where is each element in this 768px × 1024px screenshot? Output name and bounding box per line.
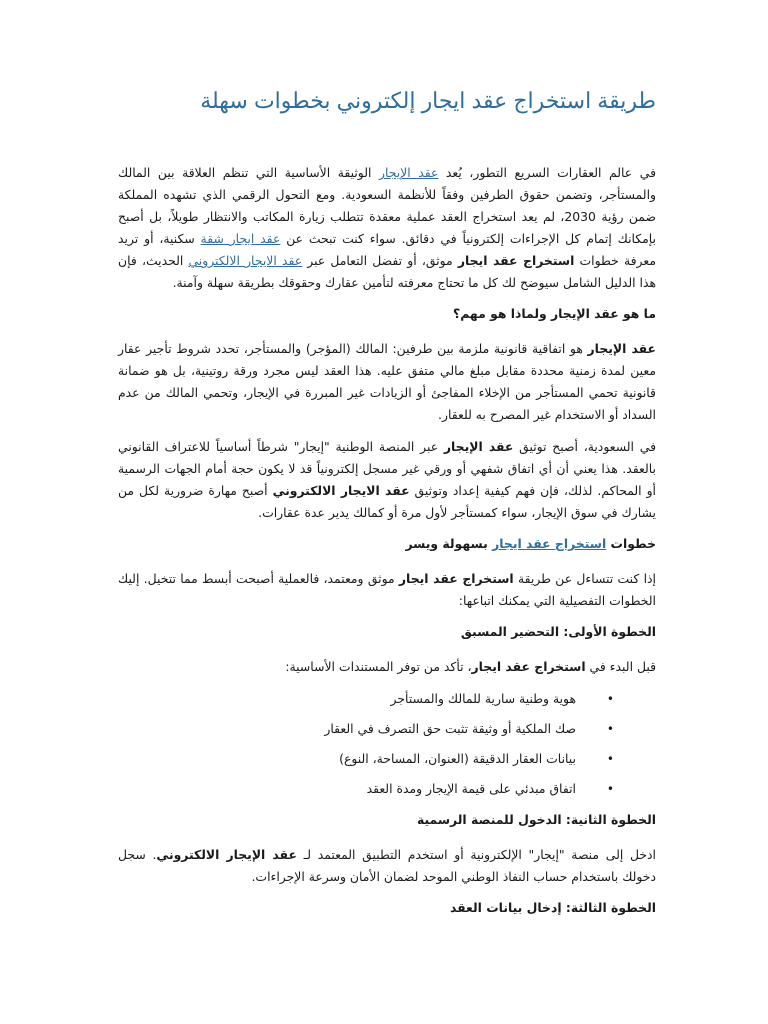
intro-paragraph bbox=[118, 162, 656, 294]
section2-p-text-1: إذا كنت تتساءل عن طريقة bbox=[513, 571, 656, 586]
list-item bbox=[118, 778, 614, 800]
step1-heading: الخطوة الأولى: التحضير المسبق bbox=[460, 624, 656, 639]
step2-heading: الخطوة الثانية: الدخول للمنصة الرسمية bbox=[416, 812, 656, 827]
section1-p2-bold-2: عقد الايجار الالكتروني bbox=[272, 483, 410, 498]
list-item-text: هوية وطنية سارية للمالك والمستأجر bbox=[390, 691, 576, 706]
list-item bbox=[118, 688, 614, 710]
list-item-text: بيانات العقار الدقيقة (العنوان، المساحة، النوع) bbox=[339, 751, 576, 766]
section2-paragraph bbox=[118, 568, 656, 612]
section1-p2-text-3: أصبح مهارة ضرورية لكل من يشارك في سوق الإيجار، سواء كمستأجر لأول مرة أو كمالك يدير عدة عقارات. bbox=[118, 483, 656, 520]
step1-paragraph bbox=[118, 656, 656, 678]
section1-p1-text: هو اتفاقية قانونية ملزمة بين طرفين: المالك (المؤجر) والمستأجر، تحدد شروط تأجير عقار معين لمدة زمنية محددة مقابل مبلغ مالي متفق عليه. هذا العقد ليس مجرد ورقة روتينية، بل هو ضمانة قانونية تحمي المستأجر من الإخلاء المفاجئ أو الزيادات غير المبررة في الإيجار، وتحمي المالك من عدم السداد أو الاستخدام غير المصرح به للعقار. bbox=[118, 341, 656, 422]
link-apartment-contract[interactable]: عقد ايجار شقة bbox=[200, 231, 281, 246]
bullet-icon: • bbox=[606, 722, 614, 736]
intro-text-1: في عالم العقارات السريع التطور، يُعد bbox=[438, 165, 656, 180]
required-documents-list bbox=[118, 688, 656, 800]
list-item bbox=[118, 748, 614, 770]
list-item-text: اتفاق مبدئي على قيمة الإيجار ومدة العقد bbox=[366, 781, 576, 796]
step3-heading: الخطوة الثالثة: إدخال بيانات العقد bbox=[449, 900, 656, 915]
bullet-icon: • bbox=[606, 692, 614, 706]
intro-text-3: سكنية، أو تريد معرفة خطوات bbox=[118, 231, 656, 268]
section1-p2-bold-1: عقد الإيجار bbox=[443, 439, 514, 454]
list-item-text: صك الملكية أو وثيقة تثبت حق التصرف في العقار bbox=[324, 721, 576, 736]
section2-p-bold-1: استخراج عقد ايجار bbox=[398, 571, 514, 586]
section1-p1-bold: عقد الإيجار bbox=[587, 341, 656, 356]
section2-heading bbox=[118, 534, 656, 554]
step1-p-text-1: قبل البدء في bbox=[585, 659, 656, 674]
step2-p-text-2: . سجل دخولك باستخدام حساب النفاذ الوطني الموحد لضمان الأمان وسرعة الإجراءات. bbox=[118, 847, 656, 884]
bullet-icon: • bbox=[606, 752, 614, 766]
step2-p-bold-1: عقد الإيجار الالكتروني bbox=[156, 847, 297, 862]
page-title: طريقة استخراج عقد ايجار إلكتروني بخطوات سهلة bbox=[200, 88, 656, 113]
intro-text-5: الحديث، فإن هذا الدليل الشامل سيوضح لك كل ما تحتاج معرفته لتأمين عقارك وحقوقك بطريقة سهلة وآمنة. bbox=[118, 253, 656, 290]
step1-p-bold-1: استخراج عقد ايجار bbox=[471, 659, 586, 674]
section2-heading-pre: خطوات bbox=[606, 536, 656, 551]
section1-paragraph-1 bbox=[118, 338, 656, 426]
section1-heading: ما هو عقد الإيجار ولماذا هو مهم؟ bbox=[453, 306, 656, 321]
bullet-icon: • bbox=[606, 782, 614, 796]
link-rental-contract[interactable]: عقد الإيجار bbox=[378, 165, 439, 180]
intro-text-4: موثق، أو تفضل التعامل عبر bbox=[302, 253, 458, 268]
step1-p-text-2: ، تأكد من توفر المستندات الأساسية: bbox=[285, 659, 472, 674]
section1-p2-text-1: في السعودية، أصبح توثيق bbox=[513, 439, 656, 454]
step2-paragraph bbox=[118, 844, 656, 888]
link-extract-contract[interactable]: استخراج عقد ايجار bbox=[492, 536, 607, 551]
list-item bbox=[118, 718, 614, 740]
intro-bold-1: استخراج عقد ايجار bbox=[457, 253, 575, 268]
section2-heading-post: بسهولة ويسر bbox=[405, 536, 493, 551]
link-electronic-contract[interactable]: عقد الايجار الالكتروني bbox=[188, 253, 303, 268]
section2-p-text-2: موثق ومعتمد، فالعملية أصبحت أبسط مما تتخيل. إليك الخطوات التفصيلية التي يمكنك اتباعها: bbox=[118, 571, 656, 608]
section1-paragraph-2 bbox=[118, 436, 656, 524]
intro-text-2: الوثيقة الأساسية التي تنظم العلاقة بين المالك والمستأجر، وتضمن حقوق الطرفين وفقاً للأنظمة السعودية. ومع التحول الرقمي الذي تشهده المملكة ضمن رؤية 2030، لم يعد استخراج العقد عملية معقدة تتطلب زيارة المكاتب والانتظار طويلاً، بل أصبح بإمكانك إتمام كل الإجراءات إلكترونياً في دقائق. سواء كنت تبحث عن bbox=[118, 165, 657, 246]
section1-p2-text-2: عبر المنصة الوطنية "إيجار" شرطاً أساسياً للاعتراف القانوني بالعقد. هذا يعني أن أي اتفاق شفهي أو ورقي غير مسجل إلكترونياً قد لا يكون حجة أمام الجهات الرسمية أو المحاكم. لذلك، فإن فهم كيفية إعداد وتوثيق bbox=[118, 439, 657, 498]
step2-p-text-1: ادخل إلى منصة "إيجار" الإلكترونية أو استخدم التطبيق المعتمد لـ bbox=[296, 847, 656, 862]
